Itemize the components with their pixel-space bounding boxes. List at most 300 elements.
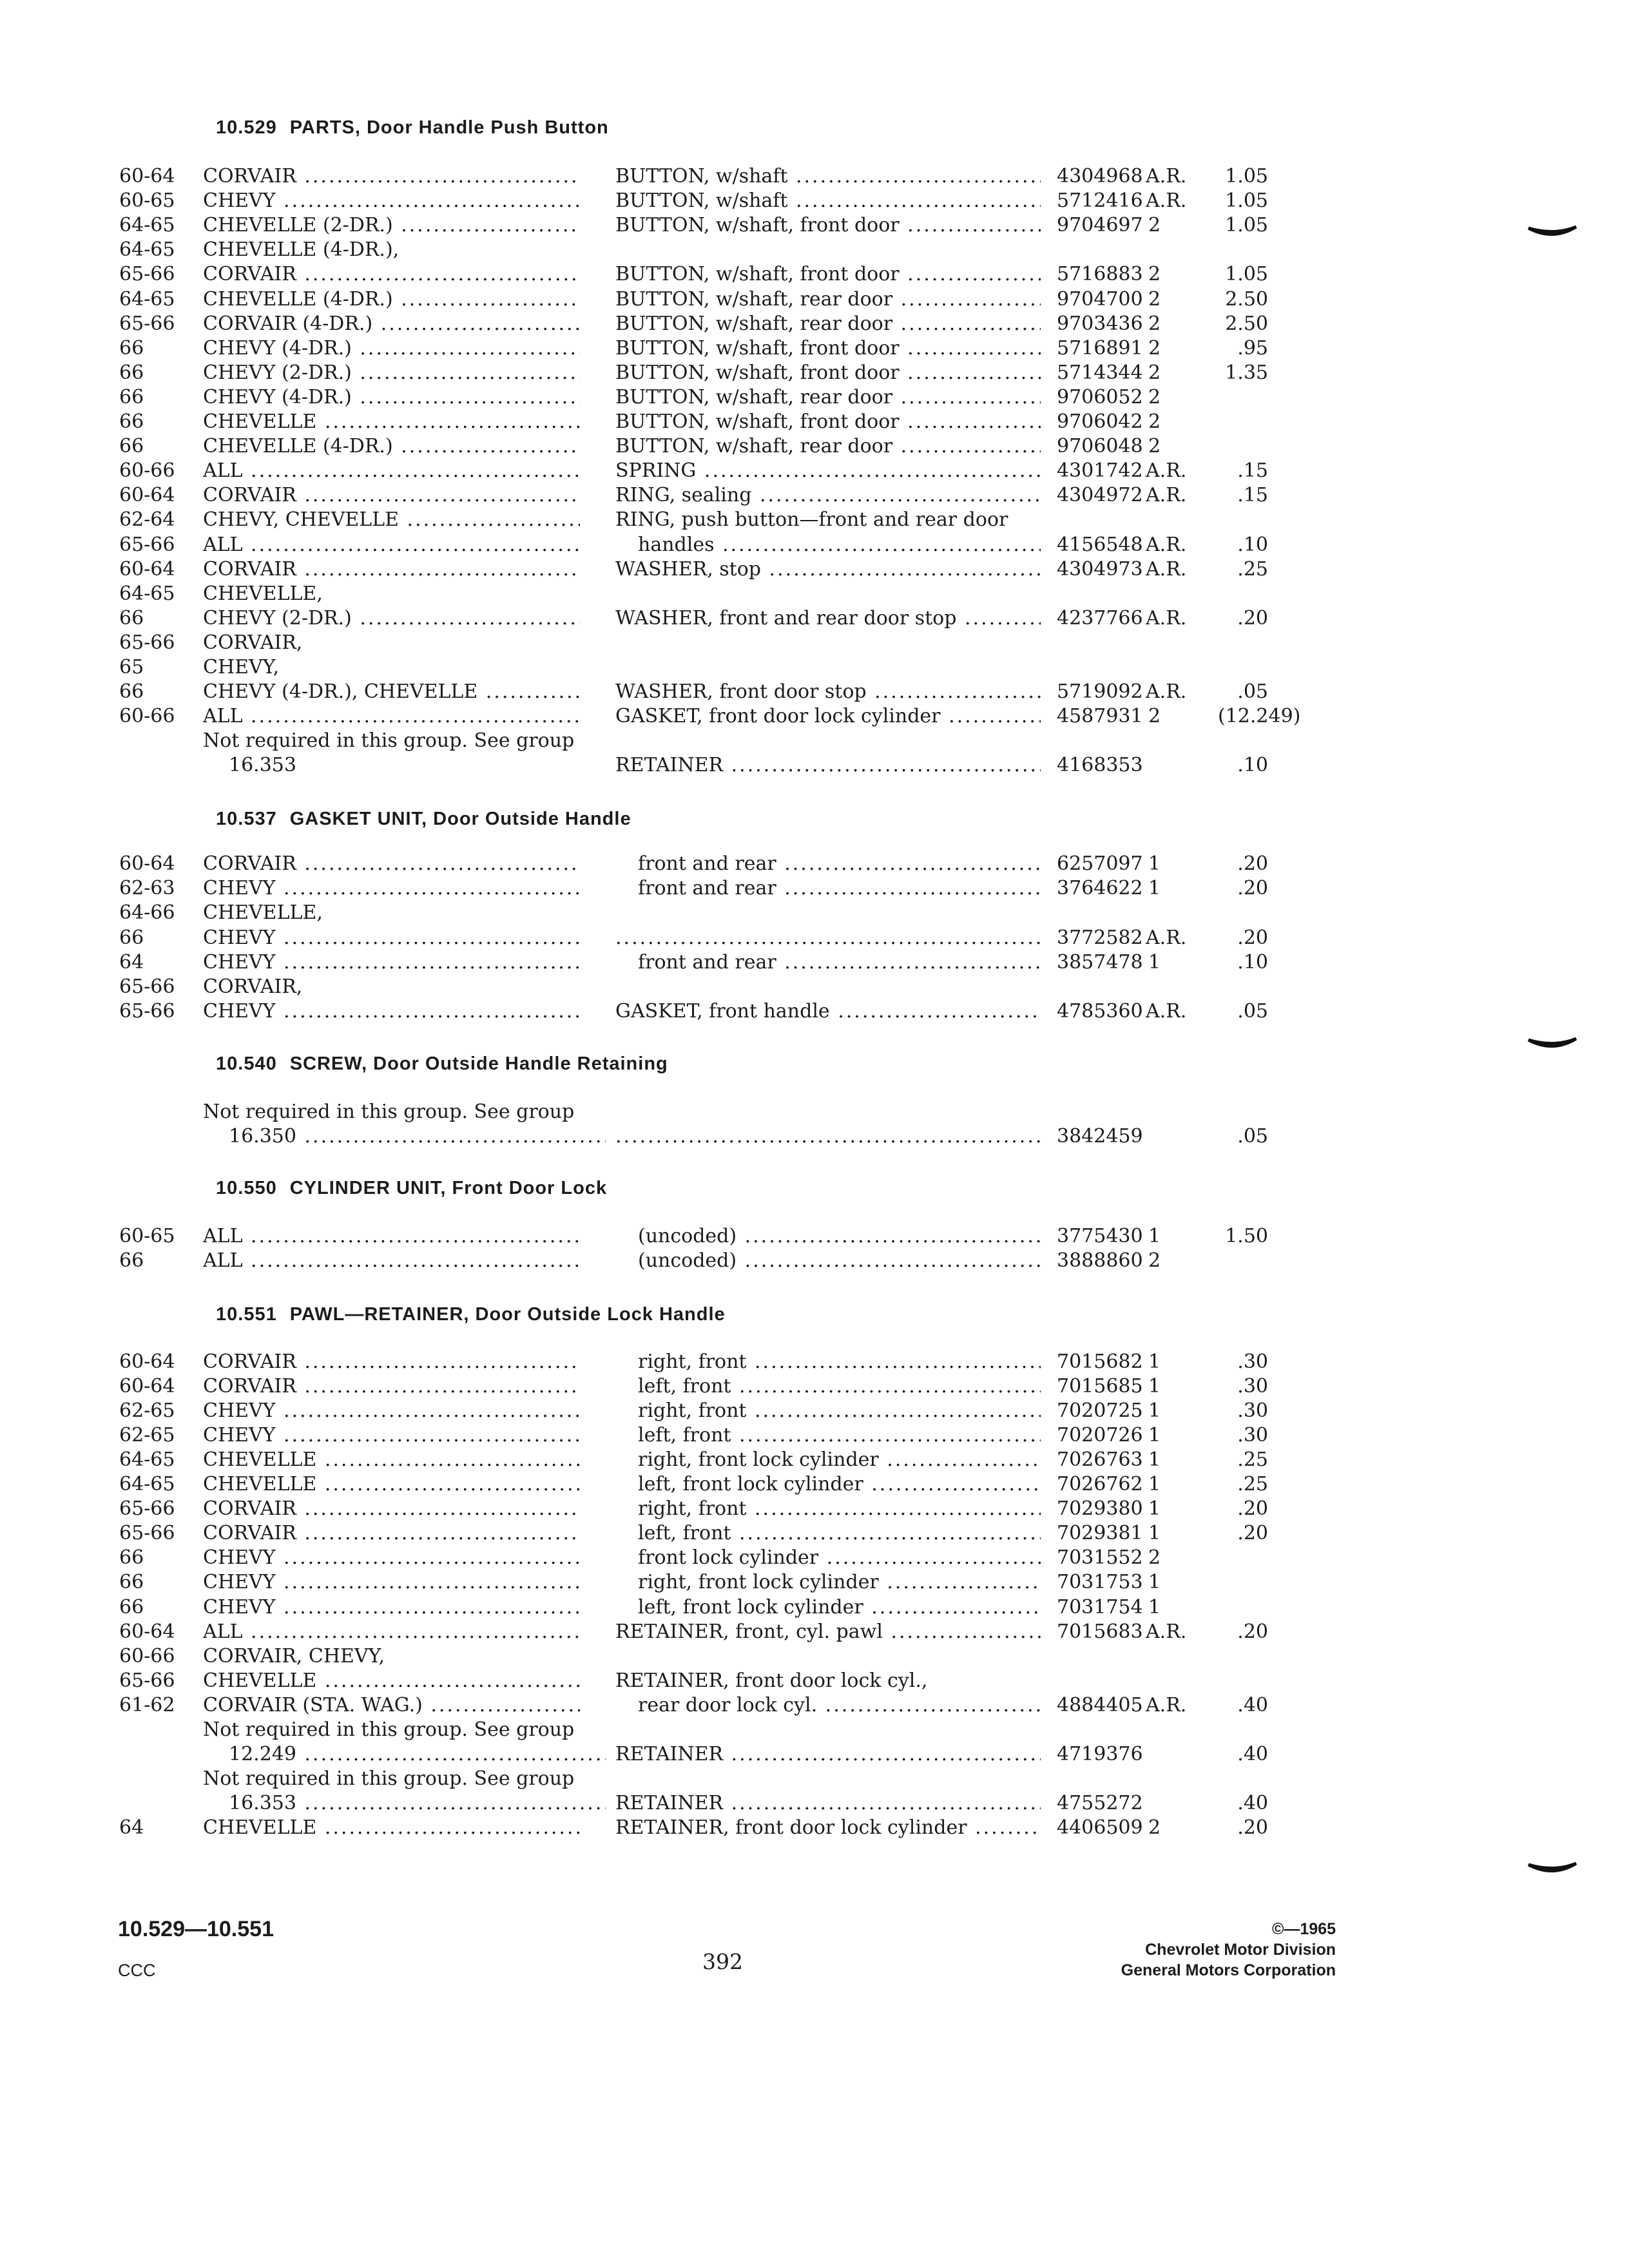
description-text: front and rear bbox=[638, 950, 776, 974]
model-text: CHEVY (2-DR.) bbox=[203, 606, 352, 629]
corporation-line: General Motors Corporation bbox=[1121, 1961, 1336, 1979]
leader-dots bbox=[243, 1620, 580, 1643]
leader-dots bbox=[776, 852, 1041, 875]
section-number: 10.537 bbox=[216, 809, 277, 829]
description-text: BUTTON, w/shaft, front door bbox=[615, 336, 900, 360]
leader-dots bbox=[737, 1249, 1041, 1272]
leader-dots bbox=[731, 1424, 1041, 1446]
model-name bbox=[203, 1620, 580, 1644]
model-year: 60-66 bbox=[119, 459, 175, 483]
part-description bbox=[615, 385, 1041, 410]
model-text: CHEVELLE bbox=[203, 410, 317, 433]
model-name bbox=[203, 1399, 580, 1423]
model-name bbox=[203, 287, 580, 312]
quantity: 1 bbox=[1148, 1225, 1161, 1247]
leader-dots bbox=[723, 754, 1041, 776]
model-text: 12.249 bbox=[229, 1742, 296, 1765]
quantity: A.R. bbox=[1146, 557, 1187, 581]
leader-dots bbox=[316, 1448, 580, 1471]
leader-dots bbox=[243, 705, 580, 727]
part-number: 7015683 bbox=[1057, 1620, 1143, 1643]
model-year: 62-64 bbox=[119, 508, 175, 532]
list-price: .20 bbox=[1237, 606, 1268, 629]
leader-dots bbox=[723, 1792, 1041, 1814]
model-year: 65-66 bbox=[119, 263, 175, 286]
quantity: 1 bbox=[1148, 1350, 1161, 1373]
quantity: 1 bbox=[1148, 1497, 1161, 1521]
model-name bbox=[203, 1374, 580, 1399]
leader-dots bbox=[900, 263, 1041, 285]
parts-row bbox=[0, 1521, 1629, 1546]
part-description bbox=[638, 1570, 1041, 1595]
part-description bbox=[615, 213, 1041, 238]
part-number: 4304968 bbox=[1057, 165, 1143, 187]
model-text: ALL bbox=[203, 705, 243, 728]
list-price: .25 bbox=[1237, 557, 1268, 581]
leader-dots bbox=[761, 558, 1041, 581]
model-text: CHEVY bbox=[203, 1399, 276, 1423]
model-name bbox=[203, 213, 580, 238]
quantity: 1 bbox=[1148, 1595, 1161, 1619]
model-year: 65-66 bbox=[119, 1497, 175, 1521]
model-text: Not required in this group. See group bbox=[203, 1767, 575, 1790]
model-text: CORVAIR, CHEVY, bbox=[203, 1644, 385, 1667]
parts-row bbox=[0, 1448, 1629, 1472]
leader-dots bbox=[892, 312, 1041, 335]
list-price: .10 bbox=[1237, 754, 1268, 777]
parts-row bbox=[0, 434, 1629, 459]
description-text: (uncoded) bbox=[638, 1225, 737, 1247]
model-year: 64 bbox=[119, 1816, 144, 1839]
leader-dots bbox=[900, 214, 1041, 236]
description-text: WASHER, front door stop bbox=[615, 680, 867, 704]
quantity: A.R. bbox=[1146, 1000, 1187, 1023]
description-text: BUTTON, w/shaft, rear door bbox=[615, 287, 893, 311]
description-text: RING, sealing bbox=[615, 484, 752, 507]
part-description bbox=[638, 533, 1041, 557]
model-name bbox=[203, 189, 580, 213]
leader-dots bbox=[296, 1375, 580, 1398]
parts-row bbox=[0, 1644, 1629, 1669]
parts-row bbox=[0, 262, 1629, 287]
leader-dots bbox=[243, 1249, 580, 1272]
description-text: SPRING bbox=[615, 459, 697, 483]
model-name bbox=[203, 1100, 580, 1124]
description-text: left, front bbox=[638, 1424, 731, 1447]
leader-dots bbox=[276, 927, 581, 949]
page-number: 392 bbox=[702, 1949, 743, 1974]
leader-dots bbox=[714, 533, 1041, 556]
model-year: 60-64 bbox=[119, 165, 175, 187]
parts-row bbox=[0, 1100, 1629, 1124]
list-price: .05 bbox=[1237, 680, 1268, 704]
division-line: Chevrolet Motor Division bbox=[1145, 1941, 1336, 1959]
leader-dots bbox=[316, 410, 580, 433]
leader-dots bbox=[352, 607, 580, 629]
model-name bbox=[203, 410, 580, 434]
model-name bbox=[203, 557, 580, 582]
leader-dots bbox=[477, 680, 580, 703]
model-name bbox=[203, 1718, 580, 1742]
section-title bbox=[216, 1304, 726, 1325]
model-year: 60-64 bbox=[119, 1350, 175, 1373]
leader-dots bbox=[243, 1225, 580, 1247]
description-text: GASKET, front handle bbox=[615, 1000, 830, 1023]
model-text: CHEVELLE (2-DR.) bbox=[203, 214, 393, 237]
section-heading: PAWL—RETAINER, Door Outside Lock Handle bbox=[289, 1304, 726, 1325]
part-number: 9704700 bbox=[1057, 287, 1143, 311]
quantity: 2 bbox=[1148, 410, 1161, 433]
model-name bbox=[229, 1124, 606, 1149]
model-name bbox=[203, 483, 580, 508]
description-text: RETAINER, front door lock cyl., bbox=[615, 1669, 928, 1692]
quantity: A.R. bbox=[1146, 533, 1187, 556]
model-text: CHEVY (2-DR.) bbox=[203, 361, 352, 384]
model-text: CHEVY (4-DR.) bbox=[203, 336, 352, 360]
model-year: 64-65 bbox=[119, 214, 175, 237]
description-text: right, front bbox=[638, 1497, 747, 1521]
leader-dots bbox=[276, 951, 581, 974]
part-description bbox=[615, 410, 1041, 434]
model-year: 66 bbox=[119, 926, 144, 949]
part-description bbox=[615, 434, 1041, 459]
quantity: 2 bbox=[1148, 385, 1161, 408]
model-year: 62-63 bbox=[119, 877, 175, 900]
model-name bbox=[203, 385, 580, 410]
section-heading: CYLINDER UNIT, Front Door Lock bbox=[289, 1178, 608, 1198]
part-description bbox=[638, 1497, 1041, 1521]
part-description bbox=[615, 287, 1041, 312]
quantity: A.R. bbox=[1146, 1620, 1187, 1643]
model-text: ALL bbox=[203, 459, 243, 483]
description-text: RETAINER bbox=[615, 1742, 724, 1765]
model-text: CORVAIR bbox=[203, 1497, 296, 1521]
parts-row bbox=[0, 1249, 1629, 1273]
model-text: CORVAIR bbox=[203, 1522, 296, 1545]
part-number: 4304973 bbox=[1057, 557, 1143, 581]
model-name bbox=[203, 1350, 580, 1374]
part-description bbox=[615, 1620, 1041, 1644]
model-year: 65-66 bbox=[119, 1669, 175, 1692]
model-name bbox=[203, 1816, 580, 1840]
description-text: right, front lock cylinder bbox=[638, 1448, 879, 1472]
parts-row bbox=[0, 410, 1629, 434]
model-name bbox=[203, 238, 580, 262]
parts-row bbox=[0, 557, 1629, 582]
part-description bbox=[638, 876, 1041, 901]
model-year: 66 bbox=[119, 435, 144, 458]
description-text: BUTTON, w/shaft bbox=[615, 165, 788, 187]
part-description bbox=[615, 361, 1041, 385]
part-number: 7015682 bbox=[1057, 1350, 1143, 1373]
model-text: CHEVY bbox=[203, 1546, 276, 1570]
model-name bbox=[203, 631, 580, 655]
model-year: 66 bbox=[119, 680, 144, 704]
quantity: A.R. bbox=[1146, 1693, 1187, 1716]
description-text: RING, push button—front and rear door bbox=[615, 508, 1008, 532]
model-name bbox=[203, 876, 580, 901]
part-description bbox=[615, 999, 1041, 1024]
quantity: 2 bbox=[1148, 336, 1161, 360]
quantity: 1 bbox=[1148, 1571, 1161, 1594]
section-heading: SCREW, Door Outside Handle Retaining bbox=[289, 1053, 668, 1074]
description-text: RETAINER bbox=[615, 1791, 724, 1814]
part-description bbox=[615, 312, 1041, 336]
section-heading: GASKET UNIT, Door Outside Handle bbox=[289, 809, 631, 829]
leader-dots bbox=[423, 1694, 580, 1716]
parts-row bbox=[0, 287, 1629, 312]
model-text: Not required in this group. See group bbox=[203, 729, 575, 753]
quantity: 2 bbox=[1148, 361, 1161, 384]
parts-row bbox=[0, 680, 1629, 704]
model-text: CORVAIR bbox=[203, 484, 296, 507]
quantity: A.R. bbox=[1146, 189, 1187, 213]
part-description bbox=[638, 852, 1041, 876]
list-price: .05 bbox=[1237, 1125, 1268, 1148]
leader-dots bbox=[276, 1424, 581, 1446]
section-title bbox=[216, 1178, 607, 1199]
quantity: 1 bbox=[1148, 1448, 1161, 1472]
model-text: CHEVELLE (4-DR.) bbox=[203, 435, 393, 458]
list-price: .25 bbox=[1237, 1473, 1268, 1496]
leader-dots bbox=[276, 1399, 581, 1422]
list-price: 1.05 bbox=[1225, 263, 1268, 286]
parts-row bbox=[0, 852, 1629, 876]
leader-dots bbox=[296, 1792, 606, 1814]
leader-dots bbox=[879, 1448, 1041, 1471]
leader-dots bbox=[746, 1350, 1041, 1373]
leader-dots bbox=[296, 263, 580, 285]
model-year: 65-66 bbox=[119, 975, 175, 998]
leader-dots bbox=[941, 705, 1041, 727]
leader-dots bbox=[723, 1743, 1041, 1765]
part-number: 4301742 bbox=[1057, 459, 1143, 483]
leader-dots bbox=[296, 1350, 580, 1373]
part-description bbox=[615, 704, 1041, 729]
list-price: .10 bbox=[1237, 533, 1268, 556]
parts-row bbox=[0, 606, 1629, 631]
leader-dots bbox=[316, 1669, 580, 1692]
model-text: CHEVELLE bbox=[203, 1448, 317, 1472]
model-year: 66 bbox=[119, 336, 144, 360]
part-number: 7029381 bbox=[1057, 1522, 1143, 1545]
description-text: BUTTON, w/shaft, front door bbox=[615, 410, 900, 433]
description-text: WASHER, stop bbox=[615, 557, 761, 581]
part-description bbox=[638, 1350, 1041, 1374]
description-text: left, front lock cylinder bbox=[638, 1595, 863, 1619]
model-text: CHEVY bbox=[203, 877, 276, 900]
part-number: 4168353 bbox=[1057, 754, 1143, 777]
model-year: 66 bbox=[119, 1546, 144, 1570]
quantity: 2 bbox=[1148, 287, 1161, 311]
model-text: 16.353 bbox=[229, 754, 296, 777]
list-price: 1.50 bbox=[1225, 1225, 1268, 1247]
parts-row bbox=[0, 1472, 1629, 1497]
part-number: 6257097 bbox=[1057, 852, 1143, 875]
part-number: 3857478 bbox=[1057, 950, 1143, 974]
part-number: 7026763 bbox=[1057, 1448, 1143, 1472]
parts-row bbox=[0, 1620, 1629, 1644]
model-year: 64-65 bbox=[119, 1448, 175, 1472]
part-description bbox=[638, 1399, 1041, 1423]
part-description bbox=[615, 1669, 1041, 1693]
model-name bbox=[229, 1791, 606, 1816]
model-name bbox=[203, 262, 580, 287]
model-name bbox=[203, 336, 580, 361]
model-name bbox=[203, 704, 580, 729]
parts-row bbox=[0, 729, 1629, 753]
list-price: .30 bbox=[1237, 1399, 1268, 1423]
model-name bbox=[203, 1595, 580, 1620]
model-year: 64-65 bbox=[119, 287, 175, 311]
leader-dots bbox=[399, 508, 580, 531]
model-text: CORVAIR, bbox=[203, 631, 303, 654]
parts-row bbox=[0, 312, 1629, 336]
leader-dots bbox=[751, 484, 1041, 506]
leader-dots bbox=[296, 1743, 606, 1765]
leader-dots bbox=[818, 1546, 1041, 1569]
description-text: handles bbox=[638, 533, 715, 556]
part-number: 7020726 bbox=[1057, 1424, 1143, 1447]
part-number: 4884405 bbox=[1057, 1693, 1143, 1716]
part-description bbox=[615, 557, 1041, 582]
list-price: .20 bbox=[1237, 1497, 1268, 1521]
part-number: 3888860 bbox=[1057, 1249, 1143, 1272]
part-description bbox=[615, 189, 1041, 213]
leader-dots bbox=[956, 607, 1041, 629]
model-year: 66 bbox=[119, 606, 144, 629]
description-text: RETAINER, front, cyl. pawl bbox=[615, 1620, 883, 1643]
model-text: CHEVELLE, bbox=[203, 582, 323, 605]
leader-dots bbox=[352, 337, 580, 360]
part-number: 7031552 bbox=[1057, 1546, 1143, 1570]
leader-dots bbox=[867, 680, 1041, 703]
model-text: CHEVY, CHEVELLE bbox=[203, 508, 400, 532]
parts-row bbox=[0, 1693, 1629, 1718]
description-text: BUTTON, w/shaft, rear door bbox=[615, 385, 893, 408]
section-number: 10.550 bbox=[216, 1178, 277, 1198]
list-price: .20 bbox=[1237, 926, 1268, 949]
model-name bbox=[203, 655, 580, 680]
section-title bbox=[216, 1053, 668, 1075]
description-text: (uncoded) bbox=[638, 1249, 737, 1272]
model-name bbox=[203, 361, 580, 385]
leader-dots bbox=[393, 214, 580, 236]
description-text: WASHER, front and rear door stop bbox=[615, 606, 957, 629]
model-text: CHEVY (4-DR.), CHEVELLE bbox=[203, 680, 478, 704]
model-year: 64-66 bbox=[119, 901, 175, 925]
quantity: A.R. bbox=[1146, 680, 1187, 704]
parts-row bbox=[0, 753, 1629, 778]
part-description bbox=[615, 1816, 1041, 1840]
model-text: CHEVY bbox=[203, 1424, 276, 1447]
quantity: 2 bbox=[1148, 705, 1161, 728]
model-year: 60-64 bbox=[119, 484, 175, 507]
model-year: 65-66 bbox=[119, 533, 175, 556]
list-price: .10 bbox=[1237, 950, 1268, 974]
part-description bbox=[638, 1249, 1041, 1273]
model-name bbox=[229, 1742, 606, 1767]
model-name bbox=[203, 1669, 580, 1693]
part-description bbox=[615, 164, 1041, 189]
parts-row bbox=[0, 1124, 1629, 1149]
part-number: 4719376 bbox=[1057, 1742, 1143, 1765]
quantity: 2 bbox=[1148, 1249, 1161, 1272]
list-price: .15 bbox=[1237, 459, 1268, 483]
model-name bbox=[203, 1497, 580, 1521]
part-description bbox=[638, 1521, 1041, 1546]
model-name bbox=[203, 508, 580, 532]
part-number: 4406509 bbox=[1057, 1816, 1143, 1839]
description-text: GASKET, front door lock cylinder bbox=[615, 705, 941, 728]
model-year: 66 bbox=[119, 385, 144, 408]
model-text: CHEVY bbox=[203, 1000, 276, 1023]
quantity: 1 bbox=[1148, 1473, 1161, 1496]
part-description bbox=[638, 1546, 1041, 1570]
leader-dots bbox=[892, 386, 1041, 408]
leader-dots bbox=[900, 361, 1041, 384]
list-price: .20 bbox=[1237, 852, 1268, 875]
description-text: BUTTON, w/shaft, front door bbox=[615, 263, 900, 286]
part-number: 4237766 bbox=[1057, 606, 1143, 629]
parts-row bbox=[0, 926, 1629, 950]
leader-dots bbox=[900, 410, 1041, 433]
parts-row bbox=[0, 1816, 1629, 1840]
parts-row bbox=[0, 704, 1629, 729]
model-text: CHEVELLE bbox=[203, 1816, 317, 1839]
model-text: CHEVY bbox=[203, 189, 276, 213]
model-name bbox=[203, 1644, 580, 1669]
part-description bbox=[638, 1693, 1041, 1718]
list-price: .20 bbox=[1237, 877, 1268, 900]
leader-dots bbox=[830, 1000, 1041, 1023]
quantity: A.R. bbox=[1146, 926, 1187, 949]
description-text: RETAINER bbox=[615, 754, 724, 777]
leader-dots bbox=[746, 1399, 1041, 1422]
quantity: 2 bbox=[1148, 435, 1161, 458]
list-price: .40 bbox=[1237, 1742, 1268, 1765]
parts-row bbox=[0, 1669, 1629, 1693]
model-year: 65-66 bbox=[119, 631, 175, 654]
model-name bbox=[203, 1472, 580, 1497]
parts-row bbox=[0, 1767, 1629, 1791]
catalog-code: CCC bbox=[118, 1961, 156, 1980]
quantity: 2 bbox=[1148, 1546, 1161, 1570]
quantity: 2 bbox=[1148, 1816, 1161, 1839]
section-number: 10.529 bbox=[216, 117, 277, 138]
list-price: .40 bbox=[1237, 1791, 1268, 1814]
leader-dots bbox=[967, 1816, 1041, 1839]
model-year: 66 bbox=[119, 1249, 144, 1272]
description-text: front and rear bbox=[638, 877, 776, 900]
part-number: 5716891 bbox=[1057, 336, 1143, 360]
description-text: BUTTON, w/shaft, front door bbox=[615, 361, 900, 384]
description-text: left, front bbox=[638, 1375, 731, 1398]
edge-index-tab-mark bbox=[1527, 1031, 1579, 1057]
part-number: 9704697 bbox=[1057, 214, 1143, 237]
model-name bbox=[203, 901, 580, 925]
model-text: CORVAIR bbox=[203, 1350, 296, 1373]
model-name bbox=[203, 950, 580, 975]
leader-dots bbox=[393, 288, 580, 311]
model-name bbox=[203, 1249, 580, 1273]
part-number: 5712416 bbox=[1057, 189, 1143, 213]
parts-row bbox=[0, 950, 1629, 975]
list-price: .20 bbox=[1237, 1816, 1268, 1839]
quantity: 1 bbox=[1148, 1375, 1161, 1398]
model-text: CORVAIR (STA. WAG.) bbox=[203, 1693, 423, 1716]
parts-row bbox=[0, 876, 1629, 901]
